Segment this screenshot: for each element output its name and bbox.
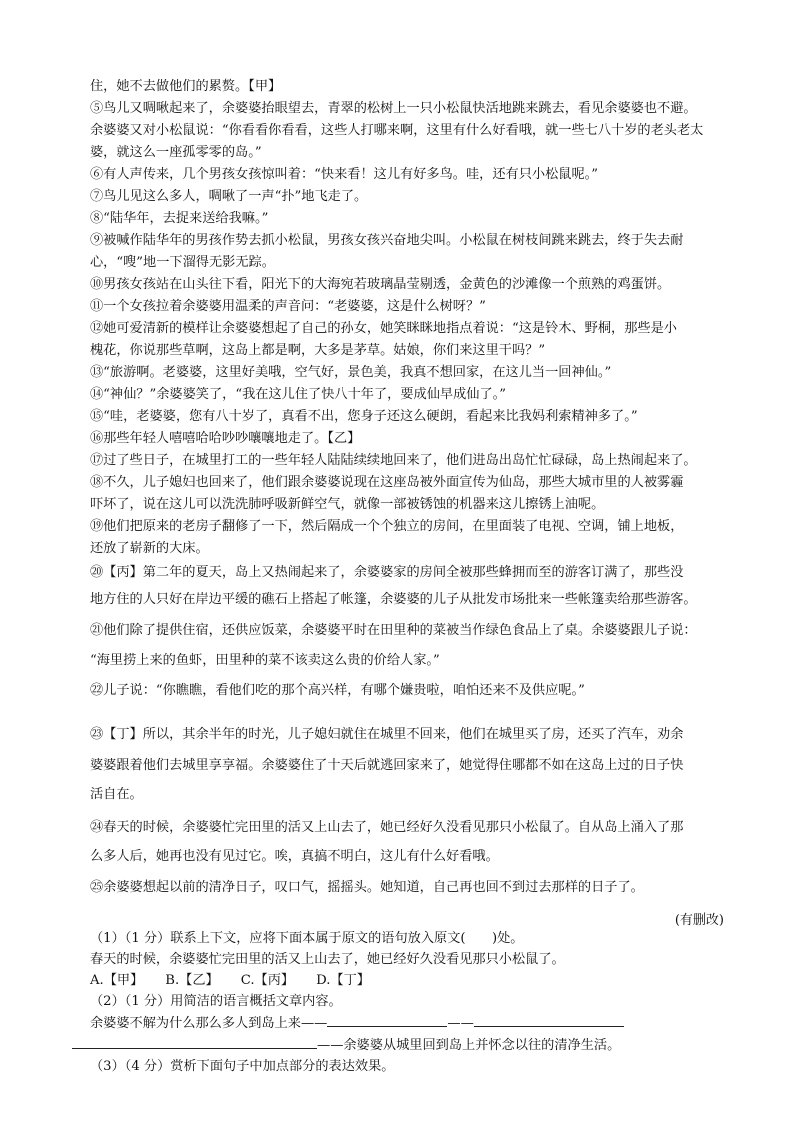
answer-blank-2[interactable] (474, 1014, 624, 1027)
question-1-options (90, 972, 392, 990)
paragraph-23-line-2: 婆婆跟着他们去城里享享福。余婆婆住了十天后就逃回家来了，她觉得住哪都不如在这岛上过的日子快 (90, 758, 684, 773)
paragraph-15: ⑮“哇，老婆婆，您有八十岁了，真看不出，您身子还这么硬朗，看起来比我妈利索精神多了。” (90, 409, 638, 424)
paragraph-7: ⑦鸟儿见这么多人，啁啾了一声“扑”地飞走了。 (90, 189, 368, 204)
paragraph-18-line-1: ⑱不久，儿子媳妇也回来了，他们跟余婆婆说现在这座岛被外面宣传为仙岛，那些大城市里的人被雾霾 (90, 475, 684, 490)
paragraph-18-line-2: 吓坏了，说在这儿可以洗洗肺呼吸新鲜空气，就像一部被锈蚀的机器来这儿擦锈上油呢。 (90, 497, 605, 512)
paragraph-9-line-2: 心，“嗖”地一下溜得无影无踪。 (90, 255, 275, 270)
paragraph-10: ⑩男孩女孩站在山头往下看，阳光下的大海宛若玻璃晶莹剔透，金黄色的沙滩像一个煎熟的鸡蛋饼。 (90, 277, 671, 292)
paragraph-13: ⑬“旅游啊。老婆婆，这里好美哦，空气好，景色美，我真不想回家，在这儿当一回神仙。” (90, 365, 612, 380)
paragraph-19-line-1: ⑲他们把原来的老房子翻修了一下，然后隔成一个个独立的房间，在里面装了电视、空调，铺上地板， (90, 519, 684, 534)
question-3-prompt: （3）（4 分）赏析下面句子中加点部分的表达效果。 (90, 1059, 395, 1074)
option-a[interactable]: A.【甲】 (90, 973, 144, 988)
q2-text-end: ——余婆婆从城里回到岛上并怀念以往的清净生活。 (317, 1038, 621, 1053)
paragraph-9-line-1: ⑨被喊作陆华年的男孩作势去抓小松鼠，男孩女孩兴奋地尖叫。小松鼠在树枝间跳来跳去，终于失去耐 (90, 233, 684, 248)
option-d[interactable]: D.【丁】 (316, 973, 370, 988)
option-c[interactable]: C.【丙】 (240, 973, 295, 988)
paragraph-22: ㉒儿子说：“你瞧瞧，看他们吃的那个高兴样，有哪个嫌贵啦，咱怕还来不及供应呢。” (90, 683, 585, 698)
paragraph-8: ⑧“陆华年，去捉来送给我嘛。” (90, 211, 269, 226)
question-2-prompt: （2）（1 分）用简洁的语言概括文章内容。 (90, 994, 342, 1009)
paragraph-4-end: 住，她不去做他们的累赘。【甲】 (90, 79, 282, 94)
option-b[interactable]: B.【乙】 (165, 973, 219, 988)
paragraph-6: ⑥有人声传来，几个男孩女孩惊叫着：“快来看！这儿有好多鸟。哇，还有只小松鼠呢。” (90, 167, 599, 182)
paragraph-23-line-3: 活自在。 (90, 787, 143, 802)
q2-text-start: 余婆婆不解为什么那么多人到岛上来—— (90, 1016, 328, 1031)
question-1-sentence: 春天的时候，余婆婆忙完田里的活又上山去了，她已经好久没看见那只小松鼠了。 (90, 952, 565, 967)
question-2-line-1 (90, 1014, 624, 1033)
paragraph-16: ⑯那些年轻人嘻嘻哈哈吵吵嚷嚷地走了。【乙】 (90, 431, 361, 446)
paragraph-20-line-2: 地方住的人只好在岸边平缓的礁石上搭起了帐篷，余婆婆的儿子从批发市场批来一些帐篷卖给那些游客。 (90, 592, 697, 607)
source-note: (有删改) (674, 913, 724, 928)
paragraph-5-line-3: 婆，就这么一座孤零零的岛。” (90, 145, 262, 160)
paragraph-19-line-2: 还放了崭新的大床。 (90, 541, 209, 556)
question-2-line-2 (72, 1036, 620, 1055)
answer-blank-3[interactable] (72, 1036, 317, 1049)
paragraph-21-line-1: ㉑他们除了提供住宿，还供应饭菜，余婆婆平时在田里种的菜被当作绿色食品上了桌。余婆婆跟儿子说： (90, 623, 697, 638)
question-1-prompt: （1）（1 分）联系上下文，应将下面本属于原文的语句放入原文( )处。 (90, 931, 524, 946)
answer-blank-1[interactable] (327, 1014, 447, 1027)
paragraph-14: ⑭“神仙？”余婆婆笑了，“我在这儿住了快八十年了，要成仙早成仙了。” (90, 387, 506, 402)
paragraph-25: ㉕余婆婆想起以前的清净日子，叹口气，摇摇头。她知道，自己再也回不到过去那样的日子了。 (90, 880, 644, 895)
paragraph-24-line-2: 么多人后，她再也没有见过它。唉，真搞不明白，这儿有什么好看哦。 (90, 849, 499, 864)
paragraph-20-line-1: ⑳【丙】第二年的夏天，岛上又热闹起来了，余婆婆家的房间全被那些蜂拥而至的游客订满了，那些没 (90, 565, 684, 580)
paragraph-21-line-2: “海里捞上来的鱼虾，田里种的菜不该卖这么贵的价给人家。” (90, 653, 440, 668)
paragraph-12-line-2: 槐花，你说那些草啊，这岛上都是啊，大多是茅草。姑娘，你们来这里干吗？” (90, 343, 546, 358)
paragraph-17: ⑰过了些日子，在城里打工的一些年轻人陆陆续续地回来了，他们进岛出岛忙忙碌碌，岛上热闹起来了。 (90, 453, 697, 468)
paragraph-23-line-1: ㉓【丁】所以，其余半年的时光，儿子媳妇就住在城里不回来，他们在城里买了房，还买了汽车，劝余 (90, 727, 684, 742)
paragraph-5-line-2: 余婆婆又对小松鼠说：“你看看你看看，这些人打哪来啊，这里有什么好看哦，就一些七八十岁的老头老太 (90, 123, 704, 138)
paragraph-12-line-1: ⑫她可爱清新的模样让余婆婆想起了自己的孙女，她笑眯眯地指点着说：“这是铃木、野桐，那些是小 (90, 321, 677, 336)
q2-text-mid: —— (447, 1016, 474, 1031)
paragraph-5-line-1: ⑤鸟儿又啁啾起来了，余婆婆抬眼望去，青翠的松树上一只小松鼠快活地跳来跳去，看见余婆婆也不避。 (90, 101, 697, 116)
paragraph-24-line-1: ㉔春天的时候，余婆婆忙完田里的活又上山去了，她已经好久没看见那只小松鼠了。自从岛上涌入了那 (90, 820, 684, 835)
paragraph-11: ⑪一个女孩拉着余婆婆用温柔的声音问：“老婆婆，这是什么树呀？” (90, 299, 486, 314)
